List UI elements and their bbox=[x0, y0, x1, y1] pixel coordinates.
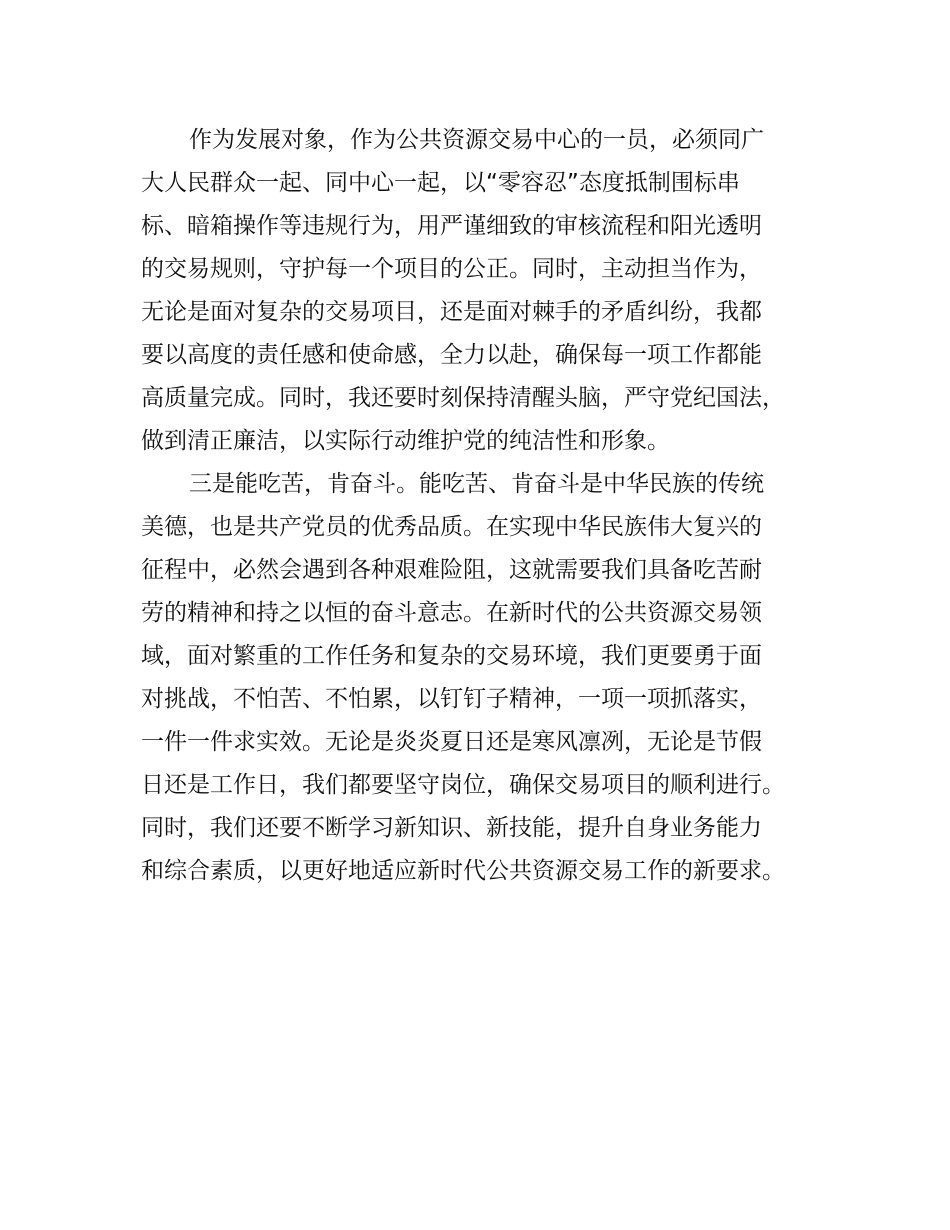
text-line: 和综合素质，以更好地适应新时代公共资源交易工作的新要求。 bbox=[141, 858, 785, 884]
text-line: 劳的精神和持之以恒的奋斗意志。在新时代的公共资源交易领 bbox=[141, 600, 762, 626]
text-line: 日还是工作日，我们都要坚守岗位，确保交易项目的顺利进行。 bbox=[141, 772, 785, 798]
text-line: 作为发展对象，作为公共资源交易中心的一员，必须同广 bbox=[189, 127, 764, 153]
text-line: 无论是面对复杂的交易项目，还是面对棘手的矛盾纠纷，我都 bbox=[141, 299, 762, 325]
text-line: 美德，也是共产党员的优秀品质。在实现中华民族伟大复兴的 bbox=[141, 514, 762, 540]
text-line: 域，面对繁重的工作任务和复杂的交易环境，我们更要勇于面 bbox=[141, 643, 762, 669]
text-line: 对挑战，不怕苦、不怕累，以钉钉子精神，一项一项抓落实， bbox=[141, 686, 762, 712]
text-line: 标、暗箱操作等违规行为，用严谨细致的审核流程和阳光透明 bbox=[141, 213, 762, 239]
text-line: 大人民群众一起、同中心一起，以“零容忍”态度抵制围标串 bbox=[141, 170, 740, 196]
text-line: 一件一件求实效。无论是炎炎夏日还是寒风凛冽，无论是节假 bbox=[141, 729, 762, 755]
text-line: 的交易规则，守护每一个项目的公正。同时，主动担当作为， bbox=[141, 256, 762, 282]
text-line: 同时，我们还要不断学习新知识、新技能，提升自身业务能力 bbox=[141, 815, 762, 841]
text-line: 三是能吃苦，肯奋斗。能吃苦、肯奋斗是中华民族的传统 bbox=[189, 471, 764, 497]
text-line: 高质量完成。同时，我还要时刻保持清醒头脑，严守党纪国法， bbox=[141, 385, 785, 411]
text-line: 要以高度的责任感和使命感，全力以赴，确保每一项工作都能 bbox=[141, 342, 762, 368]
document-body bbox=[141, 119, 837, 893]
text-line: 征程中，必然会遇到各种艰难险阻，这就需要我们具备吃苦耐 bbox=[141, 557, 762, 583]
paragraph-development-target bbox=[141, 119, 837, 463]
text-line: 做到清正廉洁，以实际行动维护党的纯洁性和形象。 bbox=[141, 428, 670, 454]
paragraph-hard-work bbox=[141, 463, 837, 893]
